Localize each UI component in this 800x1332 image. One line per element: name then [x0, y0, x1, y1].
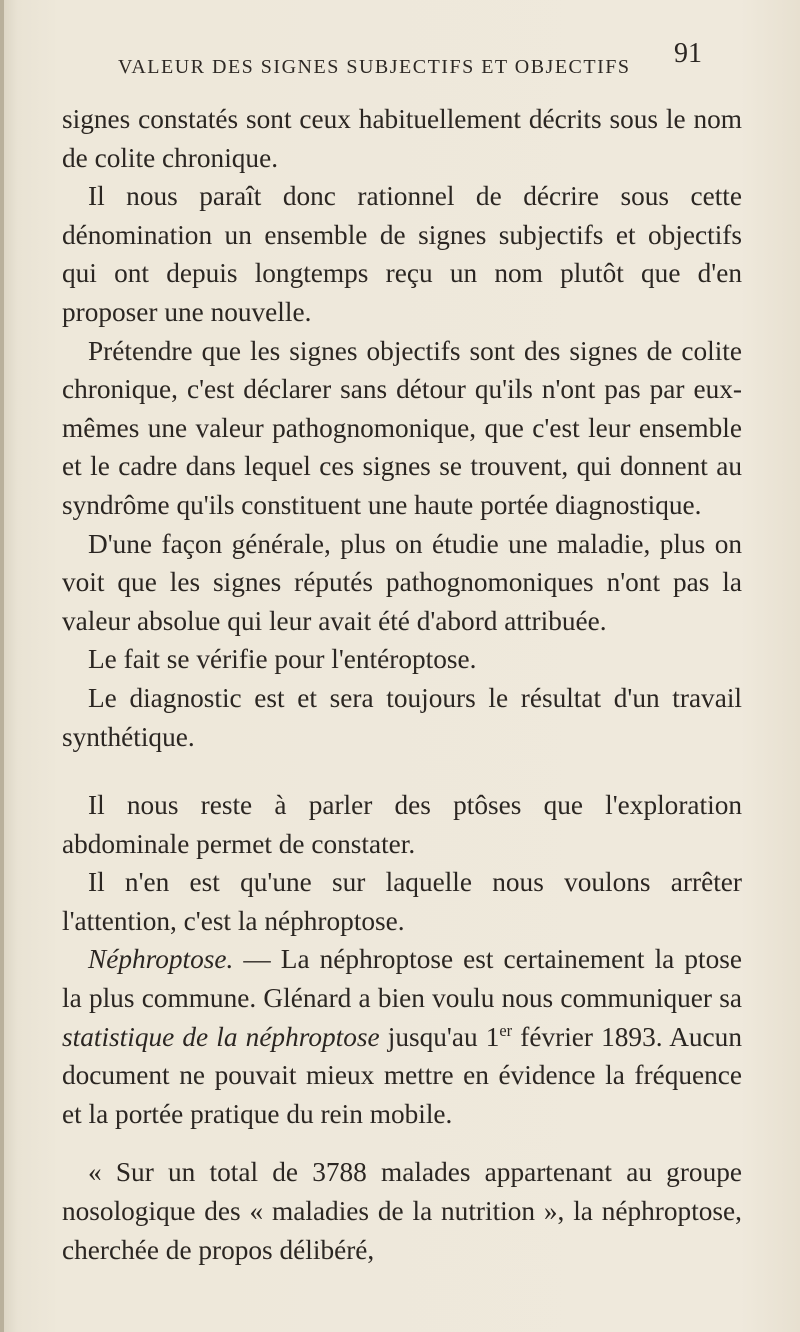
- paragraph-9-part-b: jusqu'au 1: [379, 1021, 500, 1052]
- body-text: [62, 100, 742, 1269]
- paragraph-9-part-a: — La néphroptose est certainement la ptose la plus commune. Glénard a bien voulu nous communiquer sa: [62, 944, 742, 1014]
- page-number: 91: [674, 38, 702, 69]
- paragraph-3: Prétendre que les signes objectifs sont des signes de colite chronique, c'est déclarer sans détour qu'ils n'ont pas par eux-mêmes une valeur pathognomonique, que c'est leur ensemble et le cadre dans lequel ces signes se trouvent, qui donnent au syndrôme qu'ils constituent une haute portée diagnostique.: [62, 335, 742, 520]
- page-header: [118, 38, 718, 82]
- paragraph-8: Il n'en est qu'une sur laquelle nous voulons arrêter l'attention, c'est la néphroptose.: [62, 867, 742, 936]
- running-title: VALEUR DES SIGNES SUBJECTIFS ET OBJECTIFS: [118, 56, 631, 78]
- paragraph-2: Il nous paraît donc rationnel de décrire sous cette dénomination un ensemble de signes subjectifs et objectifs qui ont depuis longtemps reçu un nom plutôt que d'en proposer une nouvelle.: [62, 181, 742, 327]
- paragraph-4: D'une façon générale, plus on étudie une maladie, plus on voit que les signes réputés pathognomoniques n'ont pas la valeur absolue qui leur avait été d'abord attribuée.: [62, 528, 742, 636]
- paragraph-6: Le diagnostic est et sera toujours le résultat d'un travail synthétique.: [62, 682, 742, 752]
- paragraph-9: [62, 940, 742, 1133]
- paragraph-1: signes constatés sont ceux habituellement décrits sous le nom de colite chronique.: [62, 104, 742, 173]
- section-gap: [62, 756, 742, 786]
- quote-gap: [62, 1133, 742, 1153]
- statistique-title: statistique de la néphroptose: [62, 1021, 380, 1052]
- ordinal-superscript: er: [499, 1020, 513, 1040]
- paragraph-7: Il nous reste à parler des ptôses que l'exploration abdominale permet de constater.: [62, 790, 742, 859]
- paragraph-10-quote: « Sur un total de 3788 malades appartenant au groupe nosologique des « maladies de la nutrition », la néphroptose, cherchée de propos délibéré,: [62, 1157, 742, 1265]
- paragraph-5: Le fait se vérifie pour l'entéroptose.: [88, 644, 477, 675]
- page-spine-edge: [0, 0, 4, 1332]
- paragraph-9-part-c: février 1893. Aucun document ne pouvait mieux mettre en évidence la fréquence et la portée pratique du rein mobile.: [62, 1021, 742, 1129]
- section-heading-nephroptose: Néphroptose.: [88, 944, 234, 975]
